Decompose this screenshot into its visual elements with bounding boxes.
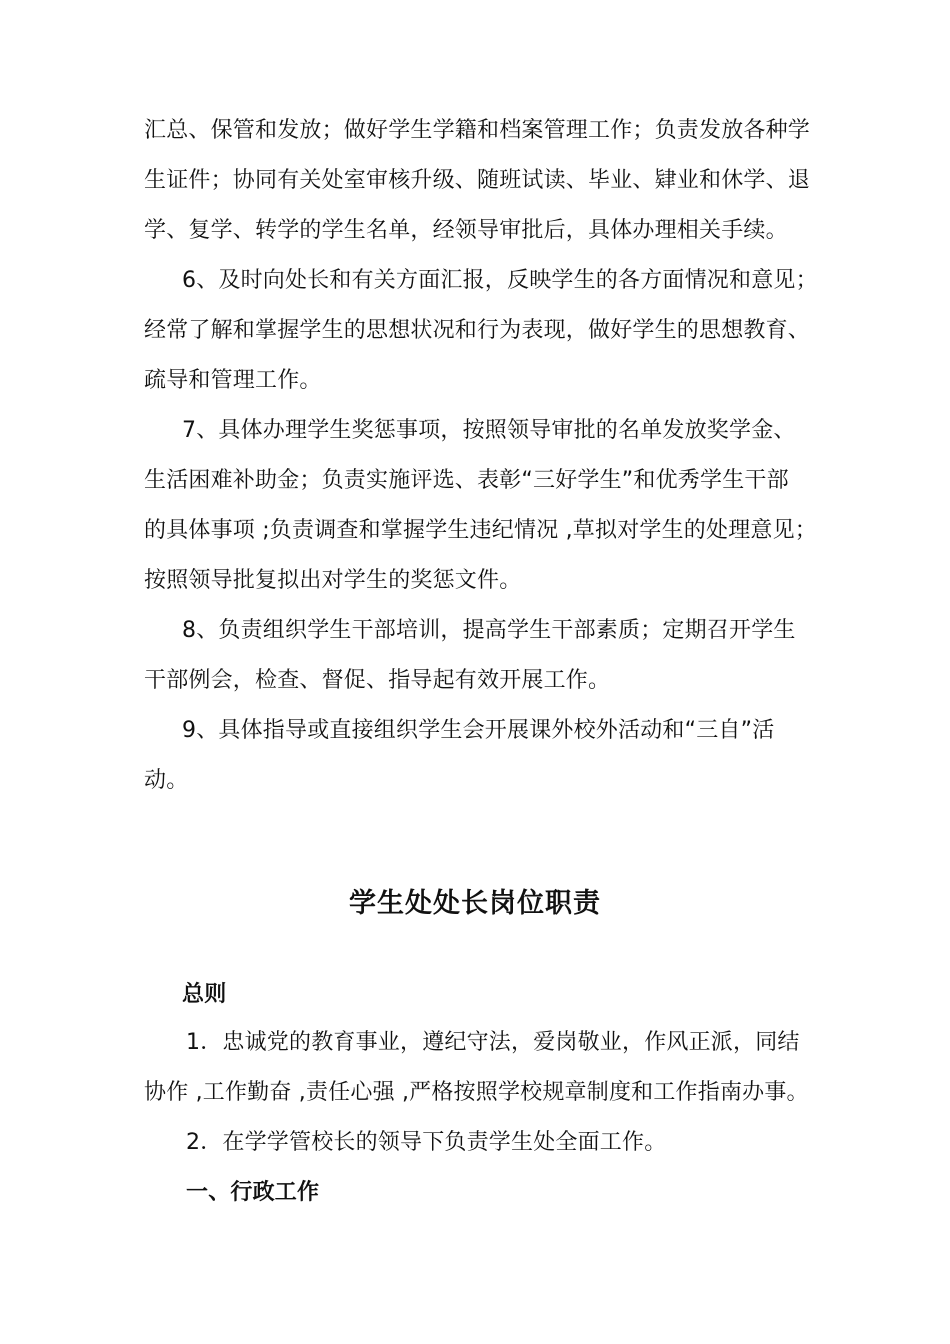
paragraph-line: 7、具体办理学生奖惩事项，按照领导审批的名单发放奖学金、 <box>182 418 796 443</box>
paragraph-line: 学、复学、转学的学生名单，经领导审批后，具体办理相关手续。 <box>144 218 788 243</box>
paragraph-line: 6、及时向处长和有关方面汇报，反映学生的各方面情况和意见； <box>182 268 818 293</box>
paragraph-line: 干部例会，检查、督促、指导起有效开展工作。 <box>144 668 611 693</box>
section-subheading: 一、行政工作 <box>186 1180 320 1205</box>
paragraph-line: 按照领导批复拟出对学生的奖惩文件。 <box>144 568 522 593</box>
paragraph-line: 协作 ,工作勤奋 ,责任心强 ,严格按照学校规章制度和工作指南办事。 <box>144 1080 809 1105</box>
paragraph-line: 汇总、保管和发放；做好学生学籍和档案管理工作；负责发放各种学 <box>144 118 811 143</box>
paragraph-line: 生活困难补助金；负责实施评选、表彰“三好学生”和优秀学生干部 <box>144 468 789 493</box>
paragraph-line: 8、负责组织学生干部培训，提高学生干部素质；定期召开学生 <box>182 618 796 643</box>
paragraph-line: 2．在学学管校长的领导下负责学生处全面工作。 <box>186 1130 667 1155</box>
paragraph-line: 动。 <box>144 768 189 793</box>
paragraph-line: 经常了解和掌握学生的思想状况和行为表现，做好学生的思想教育、 <box>144 318 811 343</box>
section-title: 学生处处长岗位职责 <box>349 888 601 919</box>
paragraph-line: 生证件；协同有关处室审核升级、随班试读、毕业、肄业和休学、退 <box>144 168 811 193</box>
paragraph-line: 1．忠诚党的教育事业，遵纪守法，爱岗敬业，作风正派，同结 <box>186 1030 800 1055</box>
paragraph-line: 的具体事项 ;负责调查和掌握学生违纪情况 ,草拟对学生的处理意见； <box>144 518 817 543</box>
paragraph-line: 9、具体指导或直接组织学生会开展课外校外活动和“三自”活 <box>182 718 775 743</box>
general-heading: 总则 <box>182 982 227 1007</box>
paragraph-line: 疏导和管理工作。 <box>144 368 322 393</box>
